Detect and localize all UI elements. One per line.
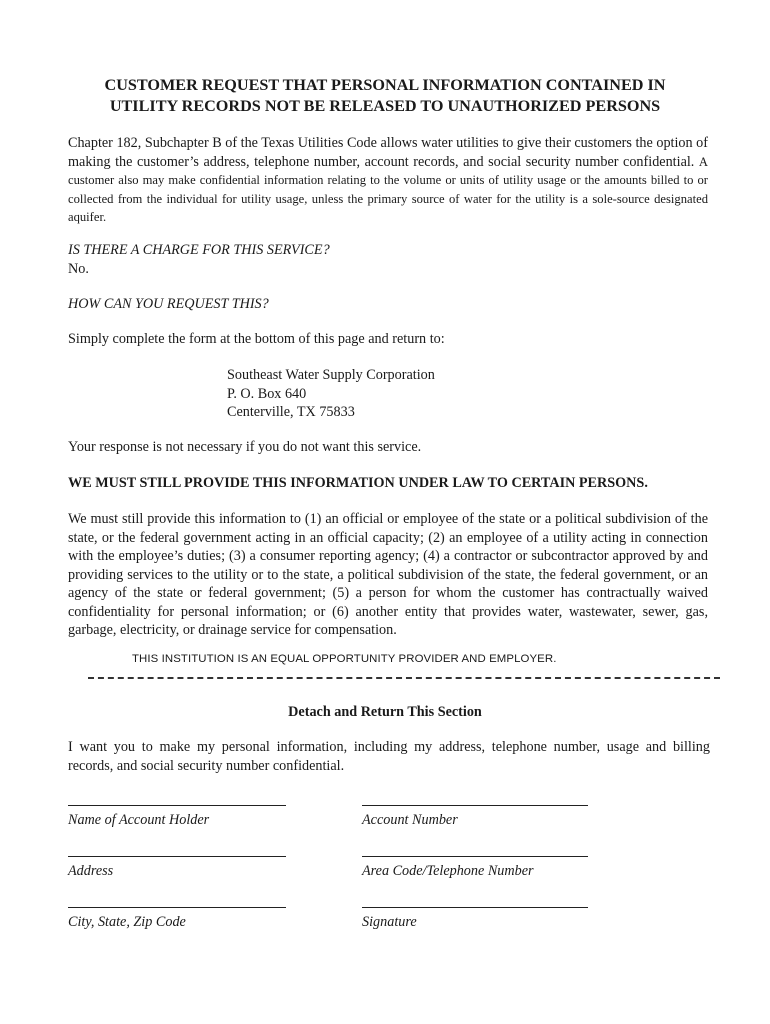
detach-heading: Detach and Return This Section [288,704,482,720]
address-line[interactable] [68,856,286,857]
address-organization: Southeast Water Supply Corporation [227,367,435,383]
eeo-statement: THIS INSTITUTION IS AN EQUAL OPPORTUNITY PROVIDER AND EMPLOYER. [132,653,557,665]
city-state-zip-label: City, State, Zip Code [68,914,186,930]
address-field-label: Address [68,863,114,879]
detach-cut-line [88,677,720,679]
signature-field[interactable] [362,907,588,931]
name-field[interactable] [68,805,286,829]
faq-answer-request: Simply complete the form at the bottom of this page and return to: [68,331,445,347]
telephone-field[interactable] [362,856,588,880]
name-field-label: Name of Account Holder [68,812,210,828]
return-address [227,366,435,422]
intro-text-small: A customer also may make confidential information relating to the volume or units of utility usage or the amounts billed to or collected from the individual for utility usage, unless the primary source of water for the utility is a sole-source designated aquifer. [68,154,708,224]
city-state-zip-line[interactable] [68,907,286,908]
faq-question-charge: IS THERE A CHARGE FOR THIS SERVICE? [68,242,330,258]
address-city: Centerville, TX 75833 [227,404,355,420]
intro-text-main: Chapter 182, Subchapter B of the Texas Utilities Code allows water utilities to give their customers the option of making the customer’s address, telephone number, account records, and social security number confidential. [68,135,708,170]
faq-answer-charge: No. [68,261,89,277]
account-number-field[interactable] [362,805,588,829]
name-signature-line[interactable] [68,805,286,806]
response-note: Your response is not necessary if you do not want this service. [68,439,422,455]
signature-field-label: Signature [362,914,417,930]
account-number-line[interactable] [362,805,588,806]
city-state-zip-field[interactable] [68,907,286,931]
request-statement: I want you to make my personal information, including my address, telephone number, usage and billing records, and social security number confidential. [68,739,710,774]
faq-question-request: HOW CAN YOU REQUEST THIS? [68,296,269,312]
disclosure-heading: WE MUST STILL PROVIDE THIS INFORMATION UNDER LAW TO CERTAIN PERSONS. [68,475,648,491]
disclosure-paragraph: We must still provide this information to (1) an official or employee of the state or a political subdivision of the state, or the federal government acting in an official capacity; (2) an employee of a utility acting in connection with the employee’s duties; (3) a consumer reporting agency; (4) a contractor or subcontractor approved by and providing services to the utility or to the state, a political subdivision of the state, the federal government, or an agency of the state or federal government; (5) a person for whom the customer has contractually waived confidentiality for personal information; or (6) another entity that provides water, wastewater, sewer, gas, garbage, electricity, or drainage service for compensation. [68,511,708,638]
title-line-1: CUSTOMER REQUEST THAT PERSONAL INFORMATION CONTAINED IN [104,76,666,94]
title-line-2: UTILITY RECORDS NOT BE RELEASED TO UNAUTHORIZED PERSONS [109,97,661,115]
telephone-line[interactable] [362,856,588,857]
document-title [40,75,730,117]
account-number-label: Account Number [362,812,458,828]
telephone-field-label: Area Code/Telephone Number [362,863,534,879]
intro-paragraph [68,134,708,227]
address-field[interactable] [68,856,286,880]
signature-line[interactable] [362,907,588,908]
address-po-box: P. O. Box 640 [227,385,307,402]
